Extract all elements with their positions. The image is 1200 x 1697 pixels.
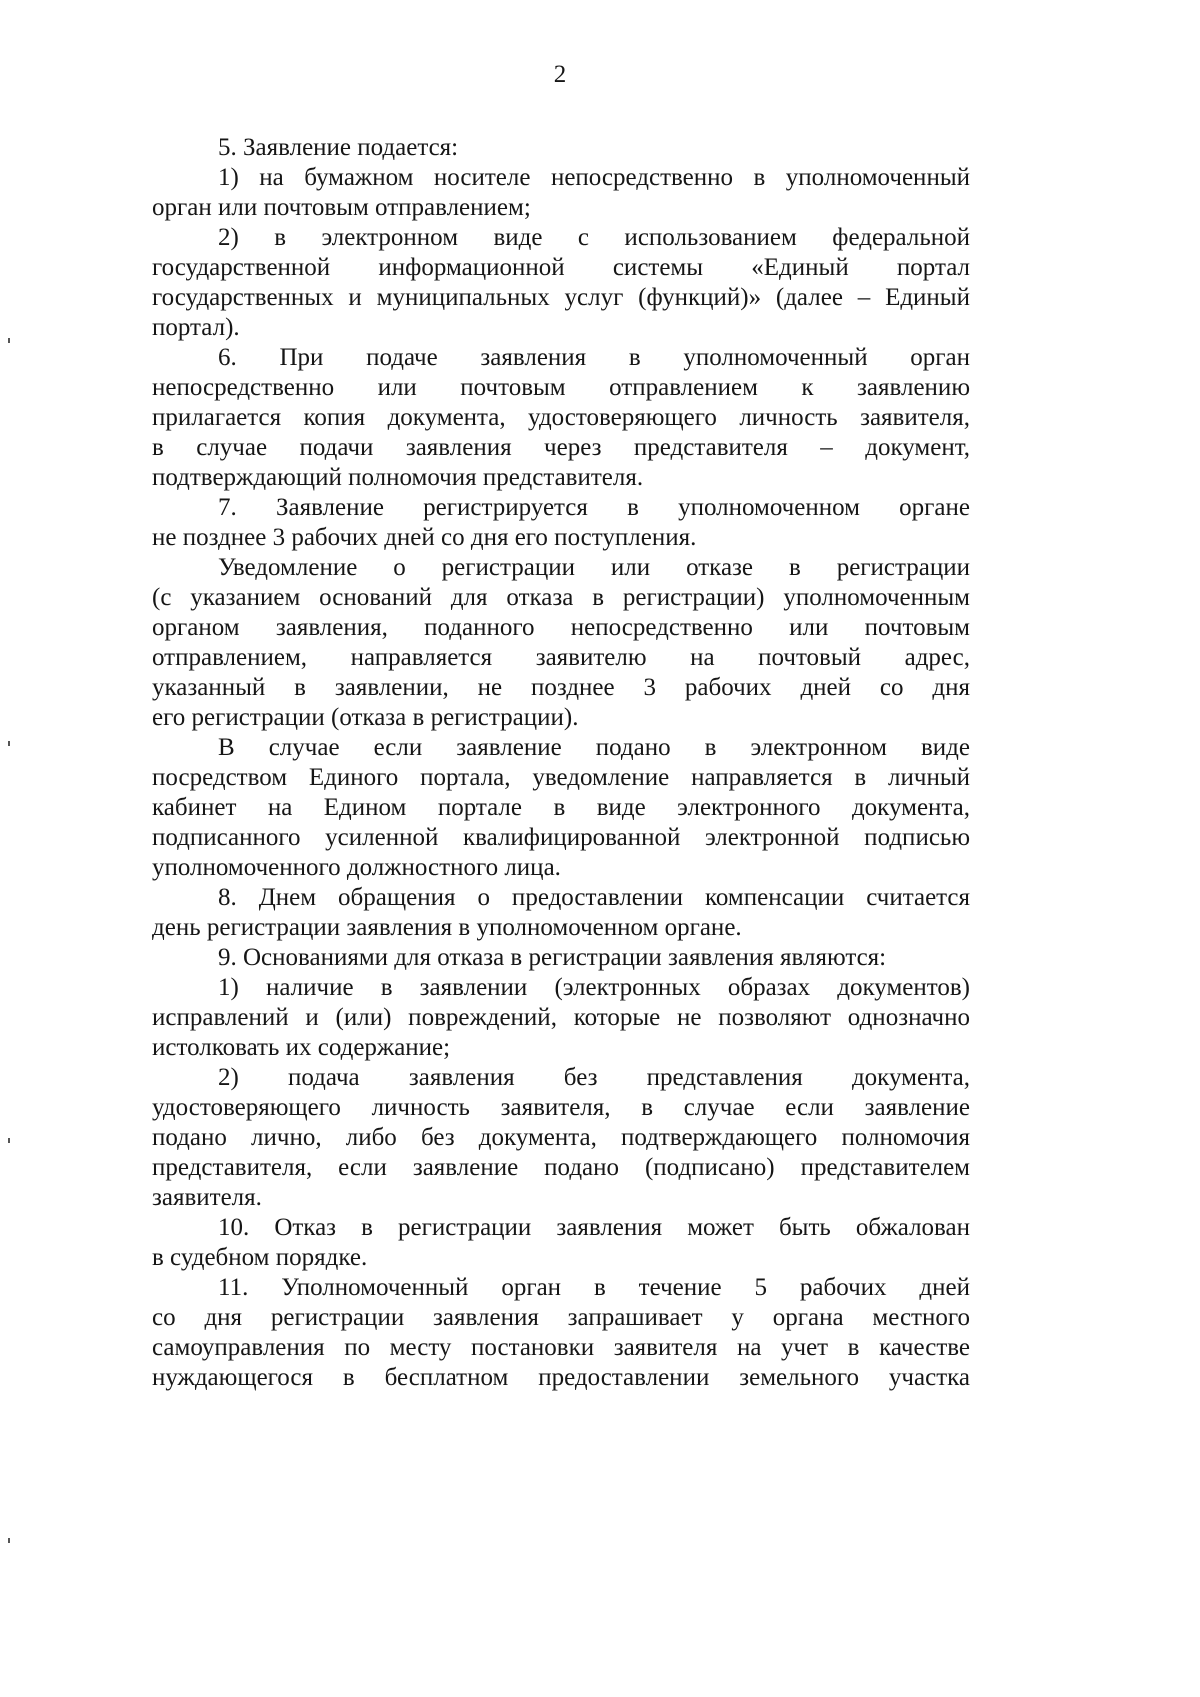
text-line: В случае если заявление подано в электронном виде	[218, 734, 970, 761]
text-line: в судебном порядке.	[152, 1244, 368, 1271]
text-line: 2) подача заявления без представления документа,	[218, 1064, 970, 1091]
text-line: органом заявления, поданного непосредственно или почтовым	[152, 614, 970, 641]
text-line: прилагается копия документа, удостоверяющего личность заявителя,	[152, 404, 970, 431]
text-line: его регистрации (отказа в регистрации).	[152, 704, 579, 731]
document-body	[152, 133, 970, 1393]
text-line: заявителя.	[152, 1184, 262, 1211]
paragraph-7-electronic	[152, 733, 970, 883]
text-line: со дня регистрации заявления запрашивает у органа местного	[152, 1304, 970, 1331]
text-line: государственной информационной системы «Единый портал	[152, 254, 970, 281]
text-line: орган или почтовым отправлением;	[152, 194, 531, 221]
text-line: самоуправления по месту постановки заявителя на учет в качестве	[152, 1334, 970, 1361]
text-line: 5. Заявление подается:	[218, 134, 459, 161]
paragraph-9-1	[152, 973, 970, 1063]
text-line: представителя, если заявление подано (подписано) представителем	[152, 1154, 970, 1181]
text-line: день регистрации заявления в уполномоченном органе.	[152, 914, 742, 941]
text-line: портал).	[152, 314, 240, 341]
paragraph-6	[152, 343, 970, 493]
text-line: 10. Отказ в регистрации заявления может быть обжалован	[218, 1214, 970, 1241]
text-line: подано лично, либо без документа, подтверждающего полномочия	[152, 1124, 970, 1151]
text-line: 8. Днем обращения о предоставлении компенсации считается	[218, 884, 970, 911]
paragraph-7-notice	[152, 553, 970, 733]
text-line: отправлением, направляется заявителю на почтовый адрес,	[152, 644, 970, 671]
text-line: государственных и муниципальных услуг (функций)» (далее – Единый	[152, 284, 970, 311]
text-line: Уведомление о регистрации или отказе в регистрации	[218, 554, 970, 581]
text-line: 1) на бумажном носителе непосредственно в уполномоченный	[218, 164, 970, 191]
paragraph-5-2	[152, 223, 970, 343]
text-line: (с указанием оснований для отказа в регистрации) уполномоченным	[152, 584, 970, 611]
text-line: 7. Заявление регистрируется в уполномоченном органе	[218, 494, 970, 521]
scan-mark	[8, 1538, 10, 1543]
text-line: подтверждающий полномочия представителя.	[152, 464, 644, 491]
paragraph-5	[152, 133, 970, 163]
scan-mark	[8, 338, 10, 343]
text-line: исправлений и (или) повреждений, которые не позволяют однозначно	[152, 1004, 970, 1031]
text-line: не позднее 3 рабочих дней со дня его поступления.	[152, 524, 697, 551]
page-number: 2	[553, 61, 567, 88]
scan-mark	[8, 741, 10, 746]
paragraph-8	[152, 883, 970, 943]
paragraph-11	[152, 1273, 970, 1393]
text-line: истолковать их содержание;	[152, 1034, 451, 1061]
text-line: подписанного усиленной квалифицированной электронной подписью	[152, 824, 970, 851]
text-line: 11. Уполномоченный орган в течение 5 рабочих дней	[218, 1274, 970, 1301]
text-line: 2) в электронном виде с использованием федеральной	[218, 224, 970, 251]
text-line: непосредственно или почтовым отправлением к заявлению	[152, 374, 970, 401]
text-line: посредством Единого портала, уведомление направляется в личный	[152, 764, 970, 791]
text-line: 9. Основаниями для отказа в регистрации заявления являются:	[218, 944, 887, 971]
text-line: 1) наличие в заявлении (электронных образах документов)	[218, 974, 970, 1001]
scan-mark	[8, 1138, 10, 1143]
paragraph-9	[152, 943, 970, 973]
paragraph-5-1	[152, 163, 970, 223]
text-line: в случае подачи заявления через представителя – документ,	[152, 434, 970, 461]
text-line: 6. При подаче заявления в уполномоченный орган	[218, 344, 970, 371]
paragraph-10	[152, 1213, 970, 1273]
paragraph-9-2	[152, 1063, 970, 1213]
text-line: кабинет на Едином портале в виде электронного документа,	[152, 794, 970, 821]
text-line: уполномоченного должностного лица.	[152, 854, 561, 881]
paragraph-7	[152, 493, 970, 553]
text-line: удостоверяющего личность заявителя, в случае если заявление	[152, 1094, 970, 1121]
text-line: нуждающегося в бесплатном предоставлении земельного участка	[152, 1364, 970, 1391]
text-line: указанный в заявлении, не позднее 3 рабочих дней со дня	[152, 674, 970, 701]
